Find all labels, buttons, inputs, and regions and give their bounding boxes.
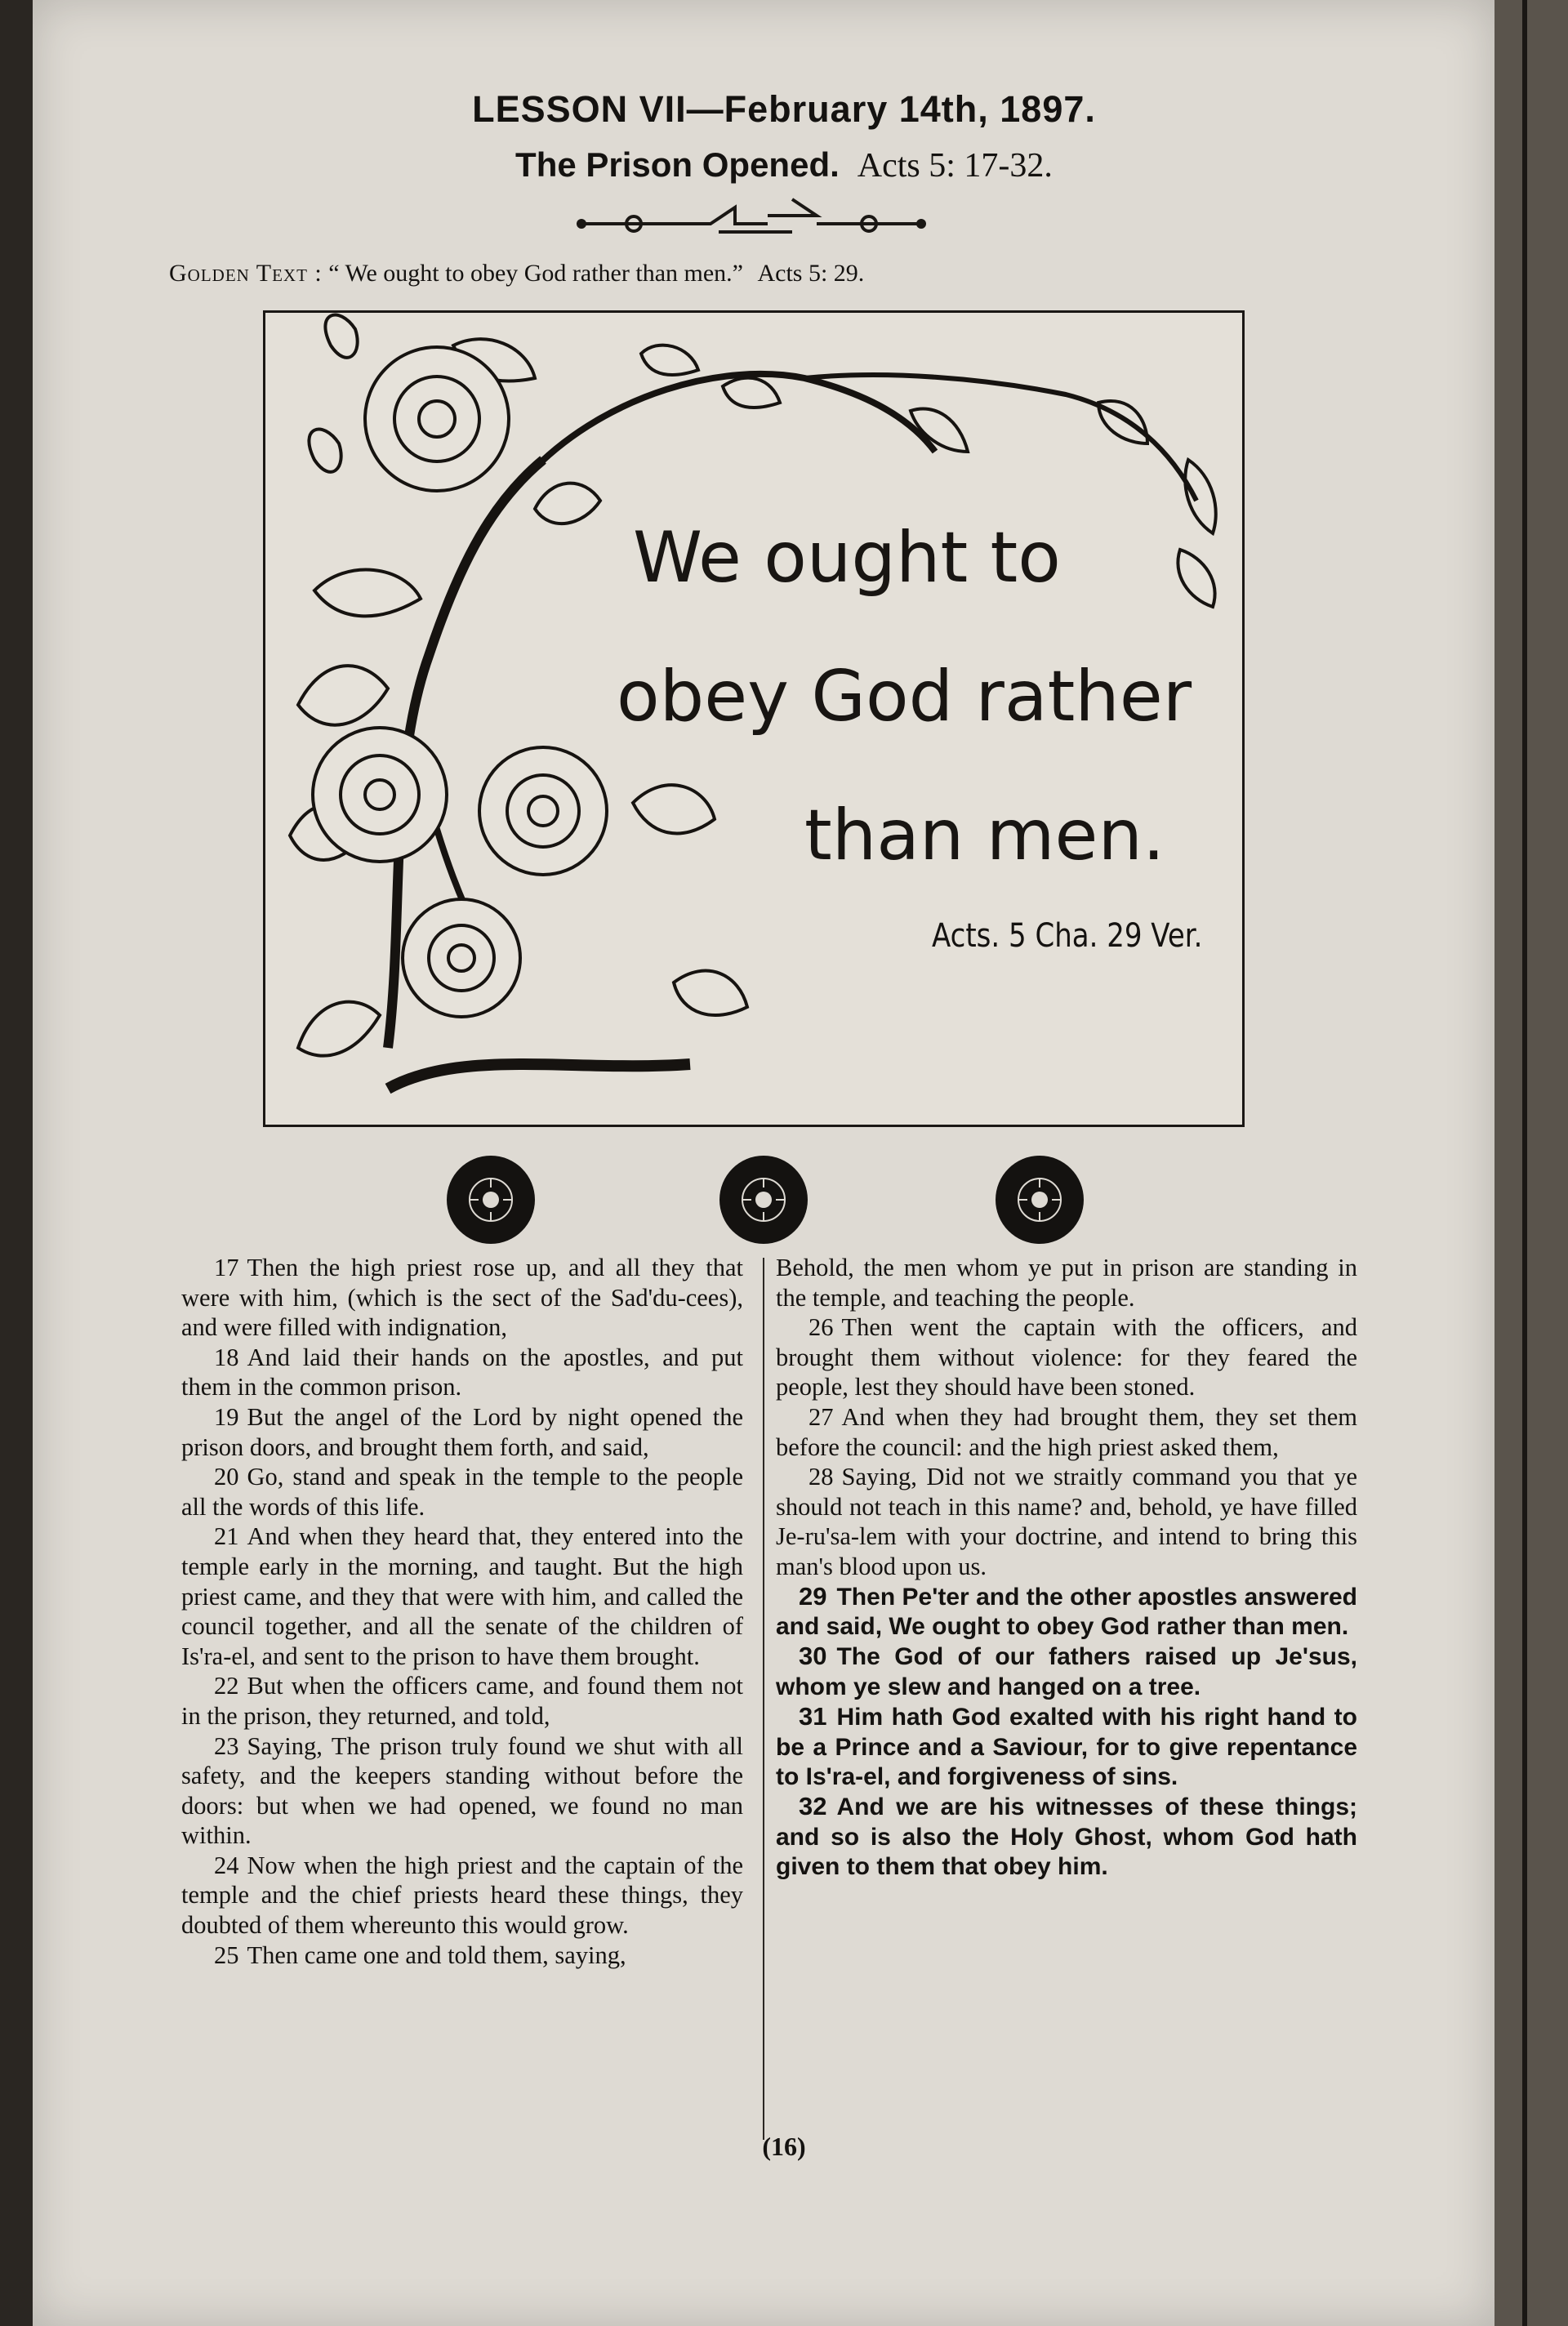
- verse-bold: 30 The God of our fathers raised up Je'sus, whom ye slew and hanged on a tree.: [776, 1642, 1357, 1700]
- motto-line-2: obey God rather: [617, 656, 1192, 737]
- scripture-right-column: [776, 1253, 1357, 1883]
- lesson-reference: Acts 5: 17-32.: [857, 147, 1053, 185]
- motto-reference: Acts. 5 Cha. 29 Ver.: [932, 917, 1203, 955]
- rosette-ornament: [995, 1155, 1085, 1245]
- golden-text: [169, 260, 1394, 287]
- verse: 17 Then the high priest rose up, and all they that were with him, (which is the sect of the Sad'du-cees), and were filled with indignation,: [181, 1254, 743, 1342]
- verse-bold: 29 Then Pe'ter and the other apostles answered and said, We ought to obey God rather than men.: [776, 1581, 1357, 1640]
- golden-text-quote: “ We ought to obey God rather than men.”: [328, 260, 743, 287]
- verse: 22 But when the officers came, and found them not in the prison, they returned, and told,: [181, 1672, 743, 1730]
- golden-text-reference: Acts 5: 29.: [757, 260, 865, 287]
- column-divider: [763, 1258, 764, 2140]
- page-number: (16): [762, 2132, 806, 2161]
- verse: 28 Saying, Did not we straitly command you that ye should not teach in this name? and, behold, ye have filled Je-ru'sa-lem with your doctrine, and intend to bring this man's blood upon us.: [776, 1463, 1357, 1580]
- verse: 26 Then went the captain with the officers, and brought them without violence: for they feared the people, lest they should have been stoned.: [776, 1313, 1357, 1401]
- verse: 20 Go, stand and speak in the temple to the people all the words of this life.: [181, 1463, 743, 1521]
- verse-continuation: Behold, the men whom ye put in prison are standing in the temple, and teaching the people.: [776, 1254, 1357, 1312]
- lesson-subtitle: [0, 145, 1568, 185]
- rosette-ornament: [719, 1155, 808, 1245]
- motto-line-1: We ought to: [633, 517, 1061, 599]
- motto-line-3: than men.: [804, 795, 1165, 876]
- book-edge: [1494, 0, 1568, 2326]
- verse: 21 And when they heard that, they entered into the temple early in the morning, and taught. But the high priest came, and they that were with him, and called the council together, and all the senate of the children of Is'ra-el, and sent to the prison to have them brought.: [181, 1522, 743, 1670]
- golden-text-label: Golden Text :: [169, 260, 323, 287]
- verse: 23 Saying, The prison truly found we shut with all safety, and the keepers standing without before the doors: but when we had opened, we found no man within.: [181, 1731, 743, 1850]
- lesson-heading: LESSON VII—February 14th, 1897.: [472, 88, 1096, 130]
- verse: 24 Now when the high priest and the captain of the temple and the chief priests heard these things, they doubted of them whereunto this would grow.: [181, 1851, 743, 1940]
- scripture-left-column: [181, 1253, 743, 1970]
- verse-bold: 32 And we are his witnesses of these things; and so is also the Holy Ghost, whom God hath given to them that obey him.: [776, 1792, 1357, 1881]
- verse-bold: 31 Him hath God exalted with his right hand to be a Prince and a Saviour, for to give repentance to Is'ra-el, and forgiveness of sins.: [776, 1702, 1357, 1790]
- verse: 19 But the angel of the Lord by night opened the prison doors, and brought them forth, and said,: [181, 1402, 743, 1461]
- verse: 25 Then came one and told them, saying,: [214, 1941, 626, 1969]
- verse: 18 And laid their hands on the apostles, and put them in the common prison.: [181, 1343, 743, 1401]
- rosette-ornament: [446, 1155, 536, 1245]
- illustration-box: [263, 310, 1245, 1127]
- ornament-divider: [572, 196, 931, 245]
- verse: 27 And when they had brought them, they set them before the council: and the high priest asked them,: [776, 1402, 1357, 1461]
- lesson-title: The Prison Opened.: [515, 145, 840, 184]
